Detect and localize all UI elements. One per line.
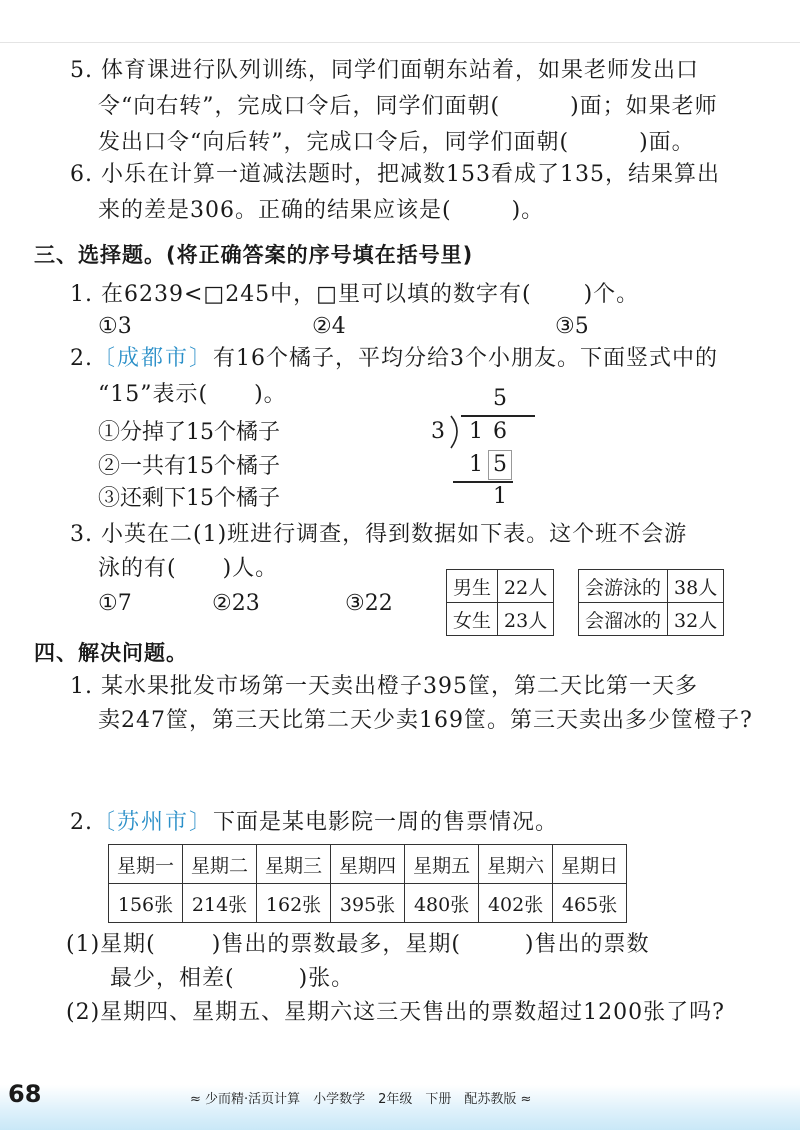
table-cell: 395张 xyxy=(331,884,405,923)
s3-q3-option-2: ②23 xyxy=(212,591,260,616)
s3-q2-option-3: ③还剩下15个橘子 xyxy=(98,486,280,511)
division-quotient: 5 xyxy=(493,386,507,411)
s4-q2-sub2: (2)星期四、星期五、星期六这三天售出的票数超过1200张了吗? xyxy=(66,1000,725,1025)
s3-q2-line-1: 2.〔成都市〕有16个橘子，平均分给3个小朋友。下面竖式中的 xyxy=(70,346,719,371)
table-cell: 156张 xyxy=(109,884,183,923)
s3-q3-line-2: 泳的有( )人。 xyxy=(98,556,279,581)
footer-book-info: ≈ 少而精·活页计算 小学数学 2年级 下册 配苏教版 ≈ xyxy=(190,1092,532,1107)
division-bracket xyxy=(449,415,465,449)
division-product-ones: 5 xyxy=(489,451,511,479)
s3-q3-option-1: ①7 xyxy=(98,591,132,616)
table-cell: 465张 xyxy=(553,884,627,923)
division-top-bar xyxy=(461,415,535,417)
q5-line-1: 5. 体育课进行队列训练，同学们面朝东站着，如果老师发出口 xyxy=(70,58,699,83)
gender-table xyxy=(446,569,554,636)
page-number: 68 xyxy=(8,1080,42,1108)
q6-line-1: 6. 小乐在计算一道减法题时，把减数153看成了135，结果算出 xyxy=(70,162,720,187)
ticket-sales-table xyxy=(108,844,627,923)
s4-q1-line-1: 1. 某水果批发市场第一天卖出橙子395筐，第二天比第一天多 xyxy=(70,674,698,699)
long-division xyxy=(425,385,535,515)
table-header-cell: 星期四 xyxy=(331,845,405,884)
section-3-title: 三、选择题。(将正确答案的序号填在括号里) xyxy=(34,243,474,267)
table-header-cell: 星期日 xyxy=(553,845,627,884)
s3-q2-option-1: ①分掉了15个橘子 xyxy=(98,420,280,445)
skills-table xyxy=(578,569,724,636)
table-cell: 402张 xyxy=(479,884,553,923)
table-header-cell: 星期二 xyxy=(183,845,257,884)
division-divisor: 3 xyxy=(431,419,445,444)
top-rule xyxy=(0,42,800,43)
s3-q3-option-3: ③22 xyxy=(345,591,393,616)
division-dividend-ones: 6 xyxy=(493,419,507,444)
q6-line-2: 来的差是306。正确的结果应该是( )。 xyxy=(98,198,545,223)
table-row xyxy=(447,603,554,636)
region-tag-suzhou: 〔苏州市〕 xyxy=(93,810,214,835)
table-header-row xyxy=(109,845,627,884)
division-product-tens: 1 xyxy=(469,452,483,477)
table-row xyxy=(579,603,724,636)
table-cell: 23人 xyxy=(498,603,554,636)
s3-q1-option-3: ③5 xyxy=(555,314,589,339)
s4-q2-sub1-line-1: (1)星期( )售出的票数最多，星期( )售出的票数 xyxy=(66,932,650,957)
section-4-title: 四、解决问题。 xyxy=(34,641,188,665)
s3-q2-line-2: “15”表示( )。 xyxy=(98,382,287,407)
table-cell: 男生 xyxy=(447,570,498,603)
table-cell: 38人 xyxy=(668,570,724,603)
table-header-cell: 星期六 xyxy=(479,845,553,884)
s4-q2-sub1-line-2: 最少，相差( )张。 xyxy=(110,966,355,991)
table-header-cell: 星期一 xyxy=(109,845,183,884)
q5-line-3: 发出口令“向后转”，完成口令后，同学们面朝( )面。 xyxy=(98,130,695,155)
s3-q1-option-2: ②4 xyxy=(312,314,346,339)
table-row xyxy=(447,570,554,603)
table-cell: 会溜冰的 xyxy=(579,603,668,636)
s3-q2-option-2: ②一共有15个橘子 xyxy=(98,454,280,479)
table-cell: 会游泳的 xyxy=(579,570,668,603)
table-cell: 480张 xyxy=(405,884,479,923)
table-cell: 女生 xyxy=(447,603,498,636)
s4-q2-line-1: 2.〔苏州市〕下面是某电影院一周的售票情况。 xyxy=(70,810,559,835)
table-header-cell: 星期五 xyxy=(405,845,479,884)
table-cell: 162张 xyxy=(257,884,331,923)
table-row xyxy=(109,884,627,923)
s3-q1-text: 1. 在6239<□245中，□里可以填的数字有( )个。 xyxy=(70,282,640,307)
q5-line-2: 令“向右转”，完成口令后，同学们面朝( )面；如果老师 xyxy=(98,94,718,119)
table-cell: 22人 xyxy=(498,570,554,603)
division-dividend-tens: 1 xyxy=(469,419,483,444)
s3-q1-option-1: ①3 xyxy=(98,314,132,339)
region-tag-chengdu: 〔成都市〕 xyxy=(93,346,214,371)
table-cell: 214张 xyxy=(183,884,257,923)
s4-q1-line-2: 卖247筐，第三天比第二天少卖169筐。第三天卖出多少筐橙子? xyxy=(98,708,753,733)
division-remainder: 1 xyxy=(493,484,507,509)
table-header-cell: 星期三 xyxy=(257,845,331,884)
table-row xyxy=(579,570,724,603)
s3-q3-line-1: 3. 小英在二(1)班进行调查，得到数据如下表。这个班不会游 xyxy=(70,522,688,547)
table-cell: 32人 xyxy=(668,603,724,636)
